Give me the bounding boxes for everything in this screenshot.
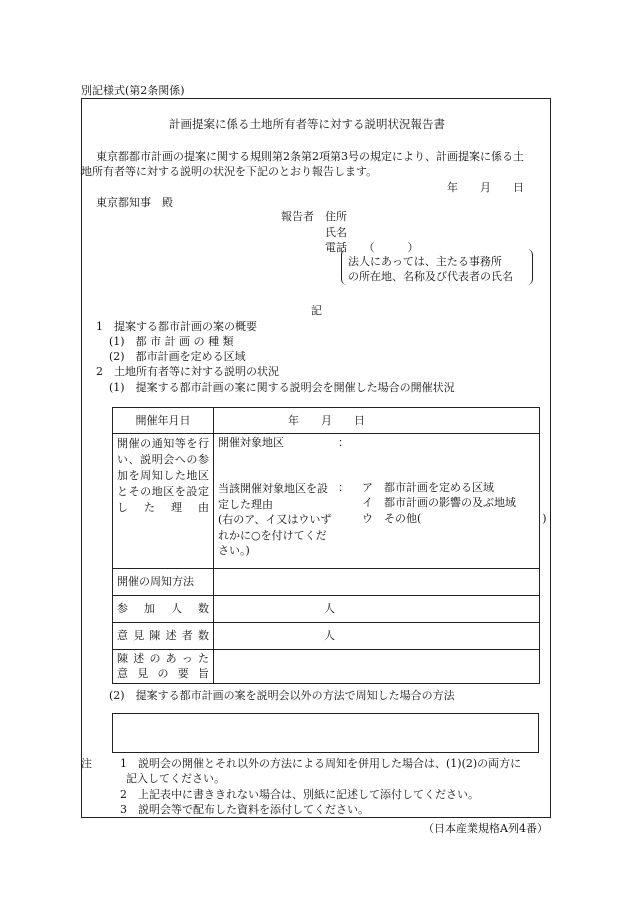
reporter-address-label: 住所 — [325, 210, 347, 223]
meeting-status-table — [112, 407, 547, 684]
form-label: 別記様式(第2条関係) — [81, 84, 185, 97]
target-area-label: 開催の通知等を行い、説明会への参加を周知した地区とその地区を設定した理由 — [117, 437, 209, 514]
target-area-label-inner: 開催対象地区 — [218, 436, 284, 449]
note-1-line-1: 説明会の開催とそれ以外の方法による周知を併用した場合は、(1)(2)の両方に — [138, 757, 522, 770]
opinion-summary-label-line-2: 意見の要旨 — [117, 666, 209, 680]
target-area-colon: ： — [338, 436, 349, 449]
note-3: 3 説明会等で配布した資料を添付してください。 — [120, 803, 369, 816]
participants-label: 参加人数 — [117, 602, 209, 616]
meeting-date-label: 開催年月日 — [135, 413, 191, 427]
opinion-summary-label-line-1: 陳述のあった — [117, 652, 209, 666]
target-area-value-cell — [214, 434, 547, 569]
reason-option-u: ウ その他( ) — [362, 512, 547, 525]
note-2: 2 上記表中に書ききれない場合は、別紙に記述して添付してください。 — [120, 788, 479, 801]
paper-spec: （日本産業規格A列4番） — [423, 822, 548, 835]
meeting-date-label-cell — [113, 408, 214, 434]
outline-item-1-sub-1: (1) 都 市 計 画 の 種 類 — [109, 335, 234, 348]
addressee: 東京都知事 殿 — [96, 196, 173, 209]
opinion-summary-label-cell — [113, 650, 214, 684]
corporate-note-line-2: の所在地、名称及び代表者の氏名 — [348, 270, 513, 283]
outline-item-2: 2 土地所有者等に対する説明の状況 — [96, 365, 279, 378]
reason-note: (右のア、イ又はウいずれかに○を付けてください。) — [218, 513, 332, 557]
opinion-summary-value-cell — [214, 650, 540, 684]
table-row — [113, 408, 540, 434]
notice-method-value-cell — [214, 569, 540, 596]
outline-item-2-sub-1: (1) 提案する都市計画の案に関する説明会を開催した場合の開催状況 — [109, 381, 455, 394]
participants-label-cell — [113, 596, 214, 623]
notice-method-label: 開催の周知方法 — [117, 575, 194, 589]
reporter-name-label: 氏名 — [325, 226, 347, 239]
corporate-note-line-1: 法人にあっては、主たる事務所 — [348, 255, 502, 268]
reason-label: 当該開催対象地区を設定した理由 — [218, 482, 328, 511]
meeting-date-value-cell — [214, 408, 540, 434]
intro-line-1: 東京都都市計画の提案に関する規則第2条第2項第3号の規定により、計画提案に係る土 — [96, 150, 524, 163]
outline-item-2-sub-2: (2) 提案する都市計画の案を説明会以外の方法で周知した場合の方法 — [109, 689, 455, 702]
date-line: 年 月 日 — [447, 181, 524, 194]
speakers-label: 意見陳述者数 — [117, 629, 209, 643]
table-row — [113, 650, 540, 684]
other-method-box — [112, 713, 539, 753]
participants-unit: 人 — [324, 602, 335, 616]
reason-option-i: イ 都市計画の影響の及ぶ地域 — [362, 496, 516, 509]
table-row — [113, 434, 540, 569]
reporter-phone-label: 電話 （ ） — [325, 241, 419, 254]
outline-item-1-sub-2: (2) 都市計画を定める区域 — [109, 350, 246, 363]
reason-colon: ： — [338, 481, 349, 494]
document-title: 計画提案に係る土地所有者等に対する説明状況報告書 — [169, 117, 445, 131]
reporter-label: 報告者 — [281, 210, 314, 223]
speakers-label-cell — [113, 623, 214, 650]
table-row — [113, 623, 540, 650]
outline-item-1: 1 提案する都市計画の案の概要 — [96, 320, 257, 333]
reason-option-a: ア 都市計画を定める区域 — [362, 481, 494, 494]
intro-line-2: 地所有者等に対する説明の状況を下記のとおり報告します。 — [81, 165, 378, 178]
notice-method-label-cell — [113, 569, 214, 596]
notes-label: 注 — [81, 757, 92, 770]
note-1-line-2: 記入してください。 — [126, 772, 225, 785]
table-row — [113, 569, 540, 596]
table-row — [113, 596, 540, 623]
speakers-value-cell — [214, 623, 540, 650]
participants-value-cell — [214, 596, 540, 623]
ki-heading: 記 — [311, 304, 322, 317]
target-area-label-cell — [113, 434, 214, 569]
meeting-date-value: 年 月 日 — [288, 413, 365, 427]
speakers-unit: 人 — [324, 629, 335, 643]
note-1-number: 1 — [120, 757, 127, 770]
